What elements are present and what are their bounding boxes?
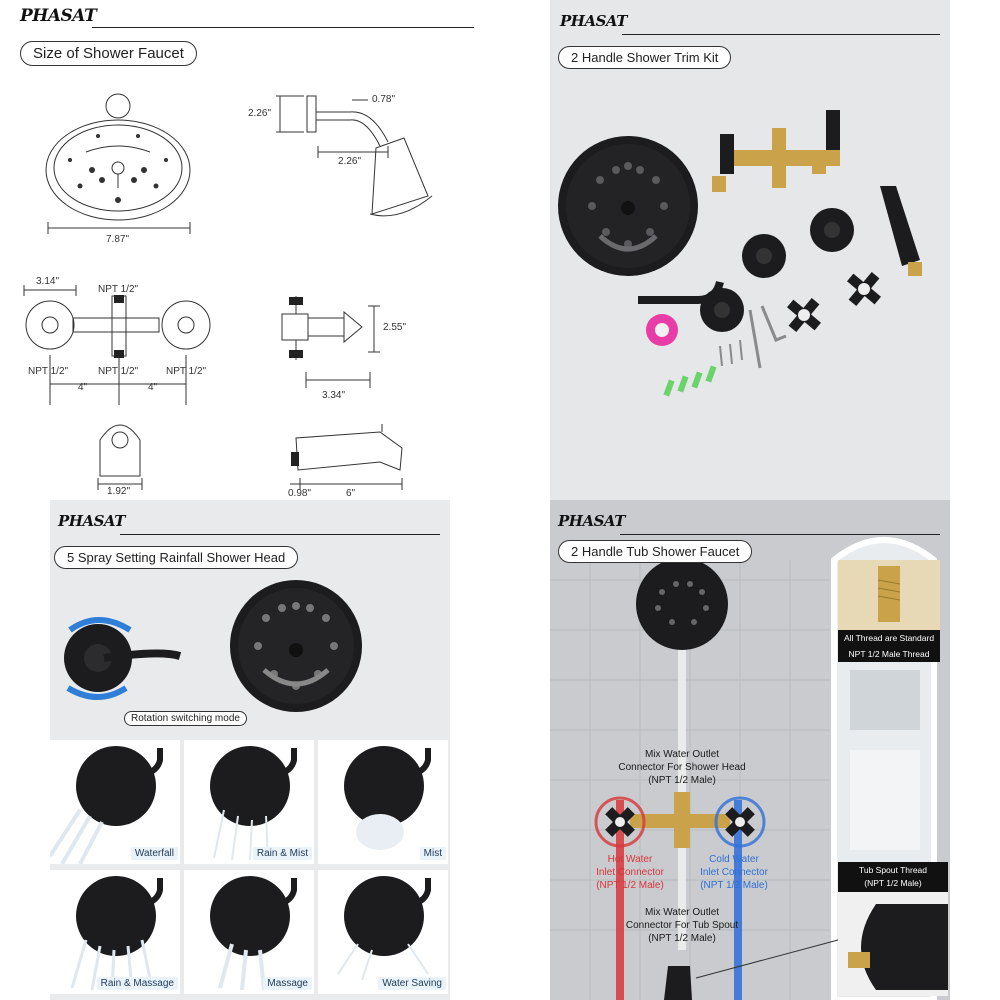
mode-label-rain-massage: Rain & Massage bbox=[97, 977, 178, 990]
mode-graphic-waterfall bbox=[50, 740, 180, 864]
mode-graphic-mist bbox=[318, 740, 448, 864]
mode-label-waterfall: Waterfall bbox=[131, 847, 178, 860]
header-rule bbox=[620, 534, 940, 535]
kit-parts bbox=[550, 0, 950, 500]
thread-standard-line2: NPT 1/2 Male Thread bbox=[848, 649, 930, 659]
brand-logo: PHASAT bbox=[560, 12, 627, 30]
cold-inlet-callout bbox=[684, 853, 784, 892]
mode-label-water-saving: Water Saving bbox=[378, 977, 446, 990]
mode-graphic-water-saving bbox=[318, 870, 448, 994]
panel-title: 5 Spray Setting Rainfall Shower Head bbox=[54, 546, 298, 569]
dim-arm-dia: 0.78" bbox=[372, 94, 396, 105]
arm-flange bbox=[307, 96, 316, 132]
hot-line3: (NPT 1/2 Male) bbox=[596, 880, 664, 891]
dim-side-height: 2.55" bbox=[383, 322, 407, 333]
mix-head-line1: Mix Water Outlet bbox=[644, 749, 720, 760]
mix-spout-line3: (NPT 1/2 Male) bbox=[648, 933, 716, 944]
mix-spout-line1: Mix Water Outlet bbox=[644, 907, 720, 918]
kit-handle-cold bbox=[847, 272, 881, 306]
spray-modes-panel bbox=[50, 500, 450, 1000]
cold-line1: Cold Water bbox=[709, 854, 759, 865]
dim-arm-reach: 2.26" bbox=[338, 156, 362, 167]
brand-logo: PHASAT bbox=[58, 512, 125, 530]
mix-head-callout bbox=[602, 748, 762, 787]
dim-center-left: 4" bbox=[78, 382, 88, 393]
trim-kit-panel bbox=[550, 0, 950, 500]
mode-tile-mist bbox=[318, 740, 448, 864]
cold-line2: Inlet Connector bbox=[700, 867, 768, 878]
dim-center-right: 4" bbox=[148, 382, 158, 393]
dim-handle-width: 3.14" bbox=[36, 276, 60, 287]
thread-standard-box bbox=[838, 630, 940, 662]
mix-spout-line2: Connector For Tub Spout bbox=[625, 920, 739, 931]
size-diagram-panel bbox=[0, 0, 500, 500]
flange-outline bbox=[100, 425, 140, 476]
dim-npt-top: NPT 1/2" bbox=[98, 284, 139, 295]
mode-tile-rain-massage bbox=[50, 870, 180, 994]
tub-spout bbox=[664, 966, 692, 1000]
head-mount-ring bbox=[106, 94, 130, 118]
cold-handle-front bbox=[162, 301, 210, 349]
mode-label-massage: Massage bbox=[263, 977, 312, 990]
kit-handle-hot bbox=[787, 298, 821, 332]
dim-side-depth: 3.34" bbox=[322, 390, 346, 401]
brand-logo: PHASAT bbox=[558, 512, 625, 530]
hot-line1: Hot Water bbox=[607, 854, 653, 865]
valve-body bbox=[73, 318, 159, 332]
hot-handle-front bbox=[26, 301, 74, 349]
mode-tile-water-saving bbox=[318, 870, 448, 994]
panel-title: 2 Handle Tub Shower Faucet bbox=[558, 540, 752, 563]
panel-title: Size of Shower Faucet bbox=[20, 41, 197, 66]
dim-spout-length: 6" bbox=[346, 488, 356, 499]
mix-head-line3: (NPT 1/2 Male) bbox=[648, 775, 716, 786]
spout-thread-box bbox=[838, 862, 948, 892]
kit-key-2 bbox=[762, 306, 786, 340]
mode-tile-massage bbox=[184, 870, 314, 994]
kit-key-1 bbox=[750, 310, 760, 368]
mode-graphic-massage bbox=[184, 870, 314, 994]
panel-title: 2 Handle Shower Trim Kit bbox=[558, 46, 731, 69]
kit-spout bbox=[880, 186, 920, 266]
mode-label-mist: Mist bbox=[420, 847, 446, 860]
hot-inlet-callout bbox=[580, 853, 680, 892]
mode-tile-waterfall bbox=[50, 740, 180, 864]
head-front-outline bbox=[46, 120, 190, 220]
mode-tile-rain-mist bbox=[184, 740, 314, 864]
cold-line3: (NPT 1/2 Male) bbox=[700, 880, 768, 891]
dim-npt-mid: NPT 1/2" bbox=[98, 366, 139, 377]
brand-logo: PHASAT bbox=[20, 6, 97, 26]
thread-standard-line1: All Thread are Standard bbox=[843, 633, 935, 643]
shower-arm bbox=[316, 112, 388, 142]
dim-arm-drop: 2.26" bbox=[248, 108, 272, 119]
dim-npt-left: NPT 1/2" bbox=[28, 366, 69, 377]
mode-label-rain-mist: Rain & Mist bbox=[253, 847, 312, 860]
dim-flange-width: 1.92" bbox=[107, 486, 131, 497]
mode-graphic-rain-massage bbox=[50, 870, 180, 994]
tub-faucet-panel bbox=[550, 500, 950, 1000]
spout-outline bbox=[296, 432, 402, 470]
valve-side-body bbox=[282, 314, 308, 340]
mix-spout-callout bbox=[602, 906, 762, 945]
mix-head-line2: Connector For Shower Head bbox=[618, 762, 746, 773]
dim-spout-thread: 0.98" bbox=[288, 488, 312, 499]
rotation-mode-label: Rotation switching mode bbox=[124, 711, 247, 726]
size-drawings bbox=[0, 0, 500, 500]
dim-npt-right: NPT 1/2" bbox=[166, 366, 207, 377]
head-side-outline bbox=[372, 138, 428, 214]
mode-graphic-rain-mist bbox=[184, 740, 314, 864]
dim-head-width: 7.87" bbox=[106, 234, 130, 245]
spout-thread-line1: Tub Spout Thread bbox=[858, 865, 928, 875]
hot-line2: Inlet Connector bbox=[596, 867, 664, 878]
spout-thread-line2: (NPT 1/2 Male) bbox=[864, 878, 922, 888]
